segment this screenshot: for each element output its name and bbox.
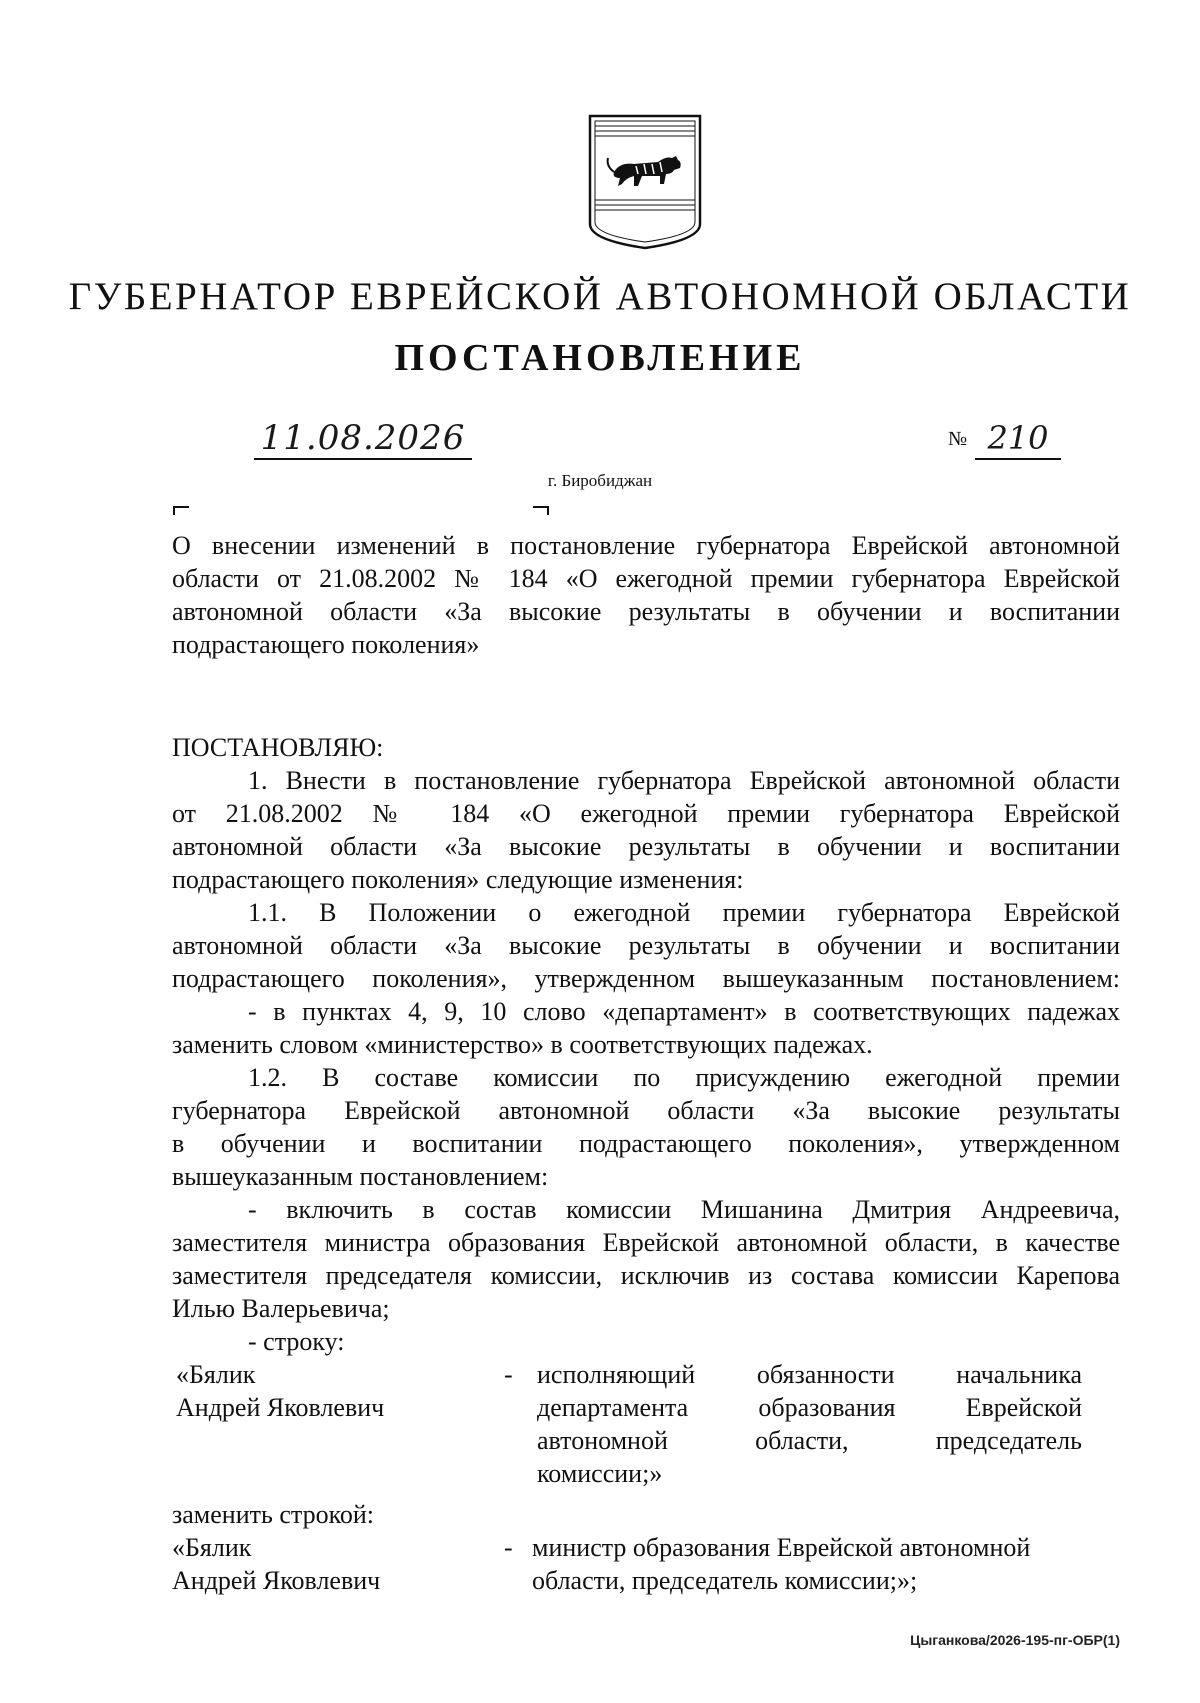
- body-line: от 21.08.2002 № 184 «О ежегодной премии губернатора Еврейской: [172, 799, 1120, 828]
- footer-document-code: Цыганкова/2026-195-пг-ОБР(1): [910, 1632, 1120, 1648]
- resolve-word: ПОСТАНОВЛЯЮ:: [172, 733, 384, 762]
- document-type: ПОСТАНОВЛЕНИЕ: [394, 337, 806, 379]
- date-handwritten: 11.08.2026: [254, 418, 472, 460]
- body-block: [172, 764, 1120, 1358]
- number-handwritten: 210: [975, 418, 1061, 460]
- old-entry-dash: -: [504, 1360, 513, 1389]
- body-line: - в пунктах 4, 9, 10 слово «департамент» в соответствующих падежах: [248, 997, 1120, 1026]
- issuing-authority: ГУБЕРНАТОР ЕВРЕЙСКОЙ АВТОНОМНОЙ ОБЛАСТИ: [68, 275, 1132, 318]
- body-line: автономной области «За высокие результаты в обучении и воспитании: [172, 931, 1120, 960]
- old-entry-name-line: Андрей Яковлевич: [176, 1393, 385, 1422]
- subject-line: автономной области «За высокие результаты в обучении и воспитании: [172, 597, 1120, 626]
- body-line: автономной области «За высокие результаты в обучении и воспитании: [172, 832, 1120, 861]
- subject-corner-right: [533, 506, 549, 515]
- subject-line: подрастающего поколения»: [172, 630, 480, 659]
- old-entry-desc-line: автономной области, председатель: [537, 1426, 1082, 1455]
- body-line: в обучении и воспитании подрастающего поколения», утвержденном: [172, 1129, 1120, 1158]
- body-line: 1.2. В составе комиссии по присуждению ежегодной премии: [248, 1063, 1120, 1092]
- old-entry-desc-line: комиссии;»: [537, 1459, 663, 1488]
- new-entry-desc-line: министр образования Еврейской автономной: [532, 1533, 1031, 1562]
- new-entry-dash: -: [504, 1533, 513, 1562]
- subject-line: области от 21.08.2002 № 184 «О ежегодной премии губернатора Еврейской: [172, 564, 1120, 593]
- body-line: 1. Внести в постановление губернатора Еврейской автономной области: [248, 766, 1120, 795]
- body-line: 1.1. В Положении о ежегодной премии губернатора Еврейской: [248, 898, 1120, 927]
- number-label: №: [948, 428, 968, 450]
- body-line: заместителя председателя комиссии, исключив из состава комиссии Карепова: [172, 1261, 1120, 1290]
- replace-label: заменить строкой:: [172, 1500, 375, 1529]
- body-line: Илью Валерьевича;: [172, 1294, 390, 1323]
- body-line: подрастающего поколения», утвержденном вышеуказанным постановлением:: [172, 964, 1120, 993]
- old-entry-name-line: «Бялик: [176, 1360, 256, 1389]
- subject-line: О внесении изменений в постановление губернатора Еврейской автономной: [172, 531, 1120, 560]
- old-entry-desc-line: исполняющий обязанности начальника: [537, 1360, 1082, 1389]
- new-entry-name-line: Андрей Яковлевич: [172, 1566, 381, 1595]
- old-entry-desc-line: департамента образования Еврейской: [537, 1393, 1082, 1422]
- city: г. Биробиджан: [547, 471, 653, 490]
- new-entry-name-line: «Бялик: [172, 1533, 252, 1562]
- body-line: - строку:: [248, 1327, 345, 1356]
- old-entry-description: [537, 1358, 1082, 1490]
- body-line: заменить словом «министерство» в соответствующих падежах.: [172, 1030, 873, 1059]
- body-line: подрастающего поколения» следующие изменения:: [172, 865, 744, 894]
- old-entry-name: [176, 1358, 384, 1424]
- subject-corner-left: [173, 506, 189, 515]
- body-line: - включить в состав комиссии Мишанина Дмитрия Андреевича,: [248, 1195, 1120, 1224]
- body-line: заместителя министра образования Еврейской автономной области, в качестве: [172, 1228, 1120, 1257]
- body-line: губернатора Еврейской автономной области «За высокие результаты: [172, 1096, 1120, 1125]
- new-entry-name: [172, 1531, 380, 1597]
- subject-block: [172, 529, 1120, 661]
- new-entry-description: [532, 1531, 1092, 1597]
- new-entry-desc-line: области, председатель комиссии;»;: [532, 1566, 918, 1595]
- coat-of-arms-icon: [586, 112, 704, 252]
- body-line: вышеуказанным постановлением:: [172, 1162, 549, 1191]
